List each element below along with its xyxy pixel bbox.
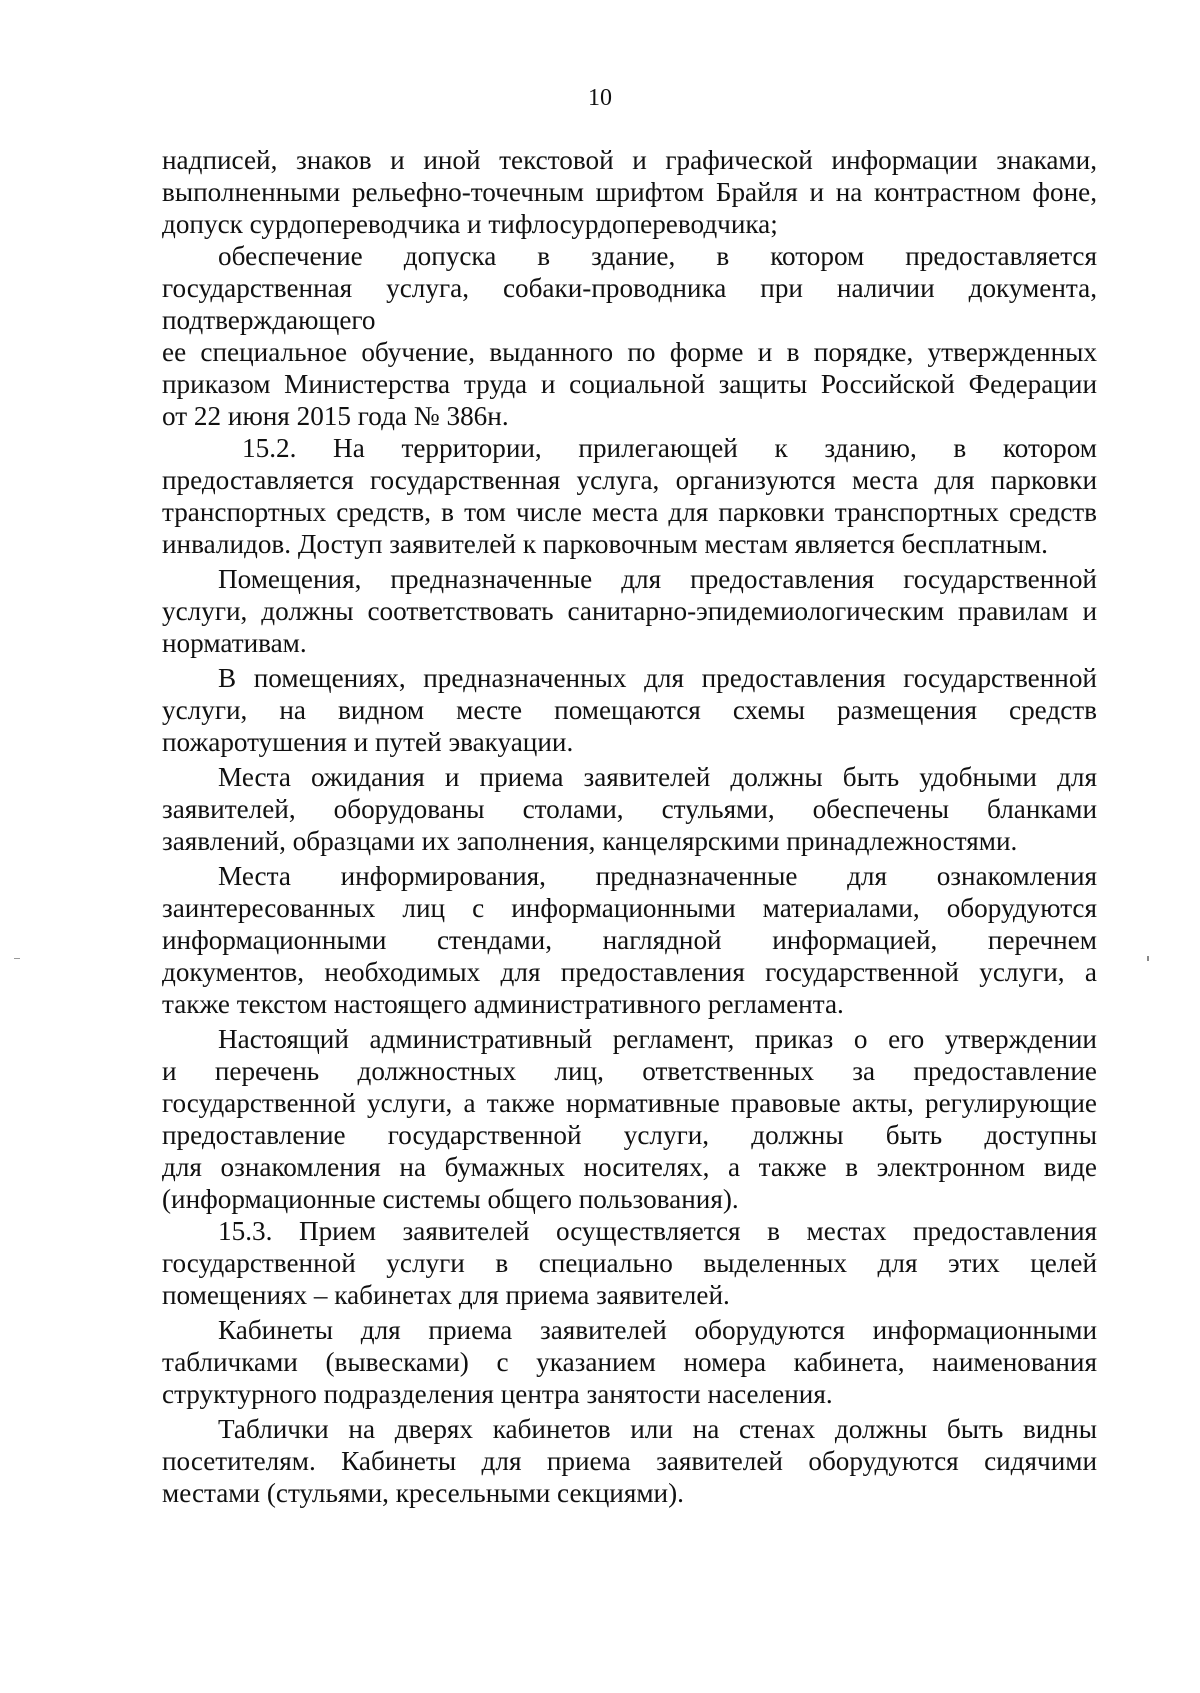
text-line: 15.3. Прием заявителей осуществляется в местах предоставления [218, 1216, 1097, 1246]
text-line: документов, необходимых для предоставления государственной услуги, а [162, 957, 1097, 987]
text-line: для ознакомления на бумажных носителях, а также в электронном виде [162, 1152, 1097, 1182]
text-line: заявителей, оборудованы столами, стульями, обеспечены бланками [162, 794, 1097, 824]
paragraph-15-3-reception [162, 1215, 1097, 1311]
paragraph-door-plates [162, 1413, 1097, 1509]
text-line: услуги, на видном месте помещаются схемы размещения средств [162, 695, 1097, 725]
text-line: структурного подразделения центра занятости населения. [162, 1379, 833, 1409]
text-line: также текстом настоящего административного регламента. [162, 989, 844, 1019]
text-line: подтверждающего [162, 305, 376, 335]
text-line: услуги, должны соответствовать санитарно-эпидемиологическим правилам и [162, 596, 1097, 626]
text-line: Настоящий административный регламент, приказ о его утверждении [218, 1024, 1097, 1054]
text-line: предоставляется государственная услуга, организуются места для парковки [162, 465, 1097, 495]
text-line: (информационные системы общего пользования). [162, 1184, 739, 1214]
text-line: надписей, знаков и иной текстовой и графической информации знаками, [162, 145, 1097, 175]
text-line: 15.2. На территории, прилегающей к зданию, в котором [242, 433, 1097, 463]
text-line: от 22 июня 2015 года № 386н. [162, 401, 509, 431]
paragraph-office-signs [162, 1314, 1097, 1410]
text-line: ее специальное обучение, выданного по форме и в порядке, утвержденных [162, 337, 1097, 367]
text-line: нормативам. [162, 628, 307, 658]
text-line: обеспечение допуска в здание, в котором предоставляется [218, 241, 1097, 271]
paragraph-evacuation-schemes [162, 662, 1097, 758]
paragraph-regulation-access [162, 1023, 1097, 1215]
text-line: предоставление государственной услуги, должны быть доступны [162, 1120, 1097, 1150]
text-line: транспортных средств, в том числе места для парковки транспортных средств [162, 497, 1097, 527]
text-line: выполненными рельефно-точечным шрифтом Брайля и на контрастном фоне, [162, 177, 1097, 207]
text-line: Места информирования, предназначенные для ознакомления [218, 861, 1097, 891]
paragraph-premises-sanitary [162, 563, 1097, 659]
text-line: допуск сурдопереводчика и тифлосурдопереводчика; [162, 209, 778, 239]
text-line: местами (стульями, кресельными секциями). [162, 1478, 684, 1508]
text-line: инвалидов. Доступ заявителей к парковочным местам является бесплатным. [162, 529, 1048, 559]
text-line: посетителям. Кабинеты для приема заявителей оборудуются сидячими [162, 1446, 1097, 1476]
text-line: заинтересованных лиц с информационными материалами, оборудуются [162, 893, 1097, 923]
text-line: Кабинеты для приема заявителей оборудуются информационными [218, 1315, 1097, 1345]
paragraph-15-2-parking [162, 432, 1097, 560]
text-line: государственной услуги, а также нормативные правовые акты, регулирующие [162, 1088, 1097, 1118]
text-line: Таблички на дверях кабинетов или на стенах должны быть видны [218, 1414, 1097, 1444]
text-line: В помещениях, предназначенных для предоставления государственной [218, 663, 1097, 693]
document-body [162, 144, 1097, 1509]
text-line: Места ожидания и приема заявителей должны быть удобными для [218, 762, 1097, 792]
paragraph-information-stands [162, 860, 1097, 1020]
text-line: информационными стендами, наглядной информацией, перечнем [162, 925, 1097, 955]
text-line: заявлений, образцами их заполнения, канцелярскими принадлежностями. [162, 826, 1018, 856]
paragraph-waiting-areas [162, 761, 1097, 857]
text-line: государственной услуги в специально выделенных для этих целей [162, 1248, 1097, 1278]
text-line: помещениях – кабинетах для приема заявителей. [162, 1280, 730, 1310]
text-line: приказом Министерства труда и социальной защиты Российской Федерации [162, 369, 1097, 399]
text-line: пожаротушения и путей эвакуации. [162, 727, 574, 757]
text-line: государственная услуга, собаки-проводника при наличии документа, [162, 273, 1097, 303]
scan-mark [1147, 956, 1149, 961]
text-line: Помещения, предназначенные для предоставления государственной [218, 564, 1097, 594]
scan-mark [14, 958, 20, 959]
paragraph-guide-dog [162, 240, 1097, 336]
paragraph-guide-dog-cont [162, 336, 1097, 432]
text-line: и перечень должностных лиц, ответственных за предоставление [162, 1056, 1097, 1086]
page-number: 10 [588, 85, 612, 111]
paragraph-braille-info [162, 144, 1097, 240]
text-line: табличками (вывесками) с указанием номера кабинета, наименования [162, 1347, 1097, 1377]
